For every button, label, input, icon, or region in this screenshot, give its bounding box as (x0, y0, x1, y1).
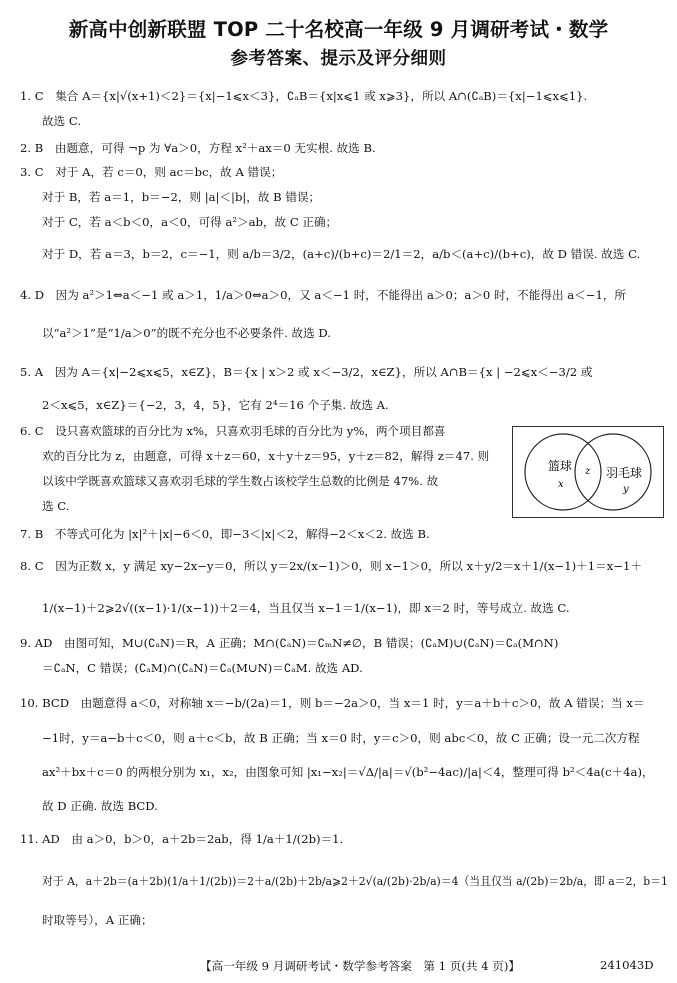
answer-line: 11. AD 由 a＞0，b＞0，a＋2b＝2ab，得 1/a＋1/(2b)＝1. (20, 832, 344, 846)
answer-line: 选 C. (42, 499, 70, 513)
answer-line: 对于 D，若 a＝3，b＝2，c＝−1，则 a/b＝3/2，(a+c)/(b+c)＝2/1＝2，a/b＜(a+c)/(b+c)，故 D 错误. 故选 C. (42, 247, 641, 261)
answer-line: 2＜x⩽5，x∈Z}＝{−2，3，4，5}，它有 2⁴＝16 个子集. 故选 A. (42, 398, 389, 412)
answer-line: 故 D 正确. 故选 BCD. (42, 799, 158, 813)
answer-line: −1时，y＝a−b＋c＜0，则 a＋c＜b，故 B 正确；当 x＝0 时，y＝c＞0，则 abc＜0，故 C 正确；设一元二次方程 (42, 731, 640, 745)
answer-line: 8. C 因为正数 x，y 满足 xy−2x−y＝0，所以 y＝2x/(x−1)＞0，则 x−1＞0，所以 x＋y/2＝x＋1/(x−1)＋1＝x−1＋ (20, 559, 642, 573)
answer-line: 对于 C，若 a＜b＜0，a＜0，可得 a²＞ab，故 C 正确； (42, 215, 338, 229)
answer-line: 欢的百分比为 z，由题意，可得 x＋z＝60，x＋y＋z＝95，y＋z＝82，解得 z＝47. 则 (42, 449, 490, 463)
venn-left-label: 篮球 (548, 459, 573, 473)
answer-line: 5. A 因为 A＝{x|−2⩽x⩽5，x∈Z}，B＝{x | x＞2 或 x＜−3/2，x∈Z}，所以 A∩B＝{x | −2⩽x＜−3/2 或 (20, 365, 593, 379)
venn-middle-var: z (585, 466, 591, 477)
answer-line: ax²＋bx＋c＝0 的两根分别为 x₁，x₂，由图象可知 |x₁−x₂|＝√Δ/|a|＝√(b²−4ac)/|a|＜4，整理可得 b²＜4a(c＋4a)， (42, 765, 654, 779)
answer-line: 6. C 设只喜欢篮球的百分比为 x%，只喜欢羽毛球的百分比为 y%，两个项目都喜 (20, 424, 446, 438)
venn-diagram (512, 426, 664, 518)
footer-page-info: 【高一年级 9 月调研考试・数学参考答案 第 1 页(共 4 页)】 (200, 959, 520, 973)
footer-code: 241043D (600, 958, 654, 972)
answer-line: 1. C 集合 A＝{x|√(x+1)＜2}＝{x|−1⩽x＜3}，∁ₐB＝{x|x⩽1 或 x⩾3}，所以 A∩(∁ₐB)＝{x|−1⩽x⩽1}. (20, 89, 588, 103)
answer-line: ＝∁ₐN，C 错误；(∁ₐM)∩(∁ₐN)＝∁ₐ(M∪N)＝∁ₐM. 故选 AD. (42, 661, 363, 675)
venn-svg (513, 427, 663, 517)
venn-right-label: 羽毛球 (606, 466, 643, 480)
answer-line: 以该中学既喜欢篮球又喜欢羽毛球的学生数占该校学生总数的比例是 47%. 故 (42, 474, 439, 488)
answer-line: 10. BCD 由题意得 a＜0，对称轴 x＝−b/(2a)＝1，则 b＝−2a＞0，当 x＝1 时，y＝a＋b＋c＞0，故 A 错误；当 x＝ (20, 696, 645, 710)
answer-line: 4. D 因为 a²＞1⇔a＜−1 或 a＞1，1/a＞0⇔a＞0，又 a＜−1 时，不能得出 a＞0；a＞0 时，不能得出 a＜−1，所 (20, 288, 627, 302)
answer-line: 时取等号），A 正确； (42, 913, 153, 927)
page-subtitle: 参考答案、提示及评分细则 (230, 49, 447, 69)
answer-line: 9. AD 由图可知，M∪(∁ₐN)＝R，A 正确；M∩(∁ₐN)＝∁ₘN≠∅，B 错误；(∁ₐM)∪(∁ₐN)＝∁ₐ(M∩N) (20, 636, 559, 650)
answer-line: 1/(x−1)＋2⩾2√((x−1)·1/(x−1))＋2＝4，当且仅当 x−1＝1/(x−1)，即 x＝2 时，等号成立. 故选 C. (42, 601, 570, 615)
answer-line: 7. B 不等式可化为 |x|²＋|x|−6＜0，即−3＜|x|＜2，解得−2＜x＜2. 故选 B. (20, 527, 430, 541)
venn-left-var: x (558, 479, 564, 490)
page-title: 新高中创新联盟 TOP 二十名校高一年级 9 月调研考试・数学 (68, 18, 609, 41)
answer-line: 2. B 由题意，可得 ¬p 为 ∀a＞0，方程 x²＋ax＝0 无实根. 故选 B. (20, 141, 376, 155)
venn-right-var: y (623, 484, 629, 495)
answer-line: 故选 C. (42, 114, 82, 128)
answer-line: 以“a²＞1”是“1/a＞0”的既不充分也不必要条件. 故选 D. (42, 326, 331, 340)
answer-line: 3. C 对于 A，若 c＝0，则 ac＝bc，故 A 错误； (20, 165, 283, 179)
answer-line: 对于 A，a＋2b＝(a＋2b)(1/a＋1/(2b))＝2＋a/(2b)＋2b/a⩾2＋2√(a/(2b)·2b/a)＝4（当且仅当 a/(2b)＝2b/a，即 a＝2，b＝1 (42, 874, 668, 888)
answer-line: 对于 B，若 a＝1，b＝−2，则 |a|＜|b|，故 B 错误； (42, 190, 321, 204)
